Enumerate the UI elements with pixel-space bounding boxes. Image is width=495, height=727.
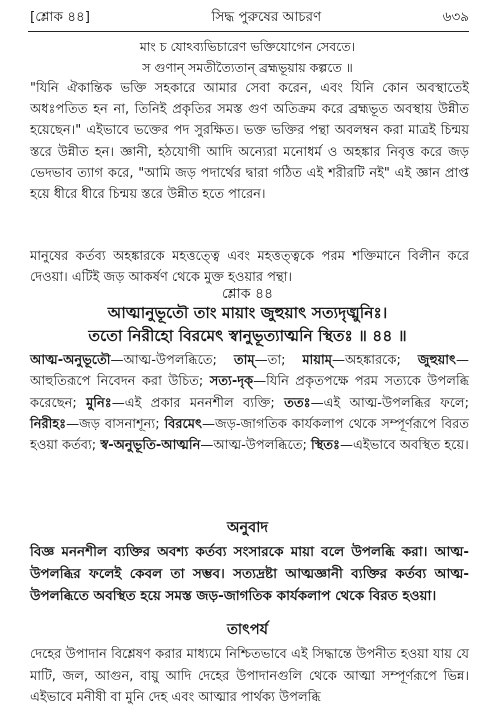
synonym-meaning: আহুতিরূপে নিবেদন করা উচিত;	[30, 374, 204, 390]
purport-title: তাৎপর্য	[226, 622, 269, 638]
synonym-word: নিরীহঃ	[30, 416, 67, 432]
synonym-meaning: জড় বাসনাশূন্য;	[79, 416, 160, 432]
synonym-word: স্থিতঃ	[310, 438, 340, 454]
purport-text: দেহের উপাদান বিশ্লেষণ করার মাধ্যমে নিশ্চিতভাবে এই সিদ্ধান্তে উপনীত হওয়া যায় যে মাটি, জল, আগুন, বায়ু আদি দেহের উপাদানগুলি থেকে আত্মা সম্পূর্ণরূপে ভিন্ন। এইভাবে মনীষী বা মুনি দেহ এবং আত্মার পার্থক্য উপলব্ধি	[30, 647, 469, 705]
synonym-meaning: আত্ম-উপলব্ধিতে;	[213, 438, 307, 454]
verse-line-1: আত্মানুভূতৌ তাং মায়াং জুহুয়াৎ সত্যদৃঙ্মুনিঃ।	[107, 304, 388, 322]
verse-reference: [শ্লোক ৪৪]	[30, 8, 90, 25]
paragraph-1: "যিনি ঐকান্তিক ভক্তি সহকারে আমার সেবা করেন, এবং যিনি কোন অবস্থাতেই অধঃপতিত হন না, তিনিই প্রকৃতির সমস্ত গুণ অতিক্রম করে ব্রহ্মভূত অবস্থায় উন্নীত হয়েছেন।" এইভাবে ভক্তের পদ সুরক্ষিত। ভক্ত ভক্তির পন্থা অবলম্বন করা মাত্রই চিন্ময় স্তরে উন্নীত হন। জ্ঞানী, হঠযোগী আদি অন্যেরা মনোধর্ম ও অহঙ্কার নিবৃত্ত করে জড় ভেদভাব ত্যাগ করে, "আমি জড় পদার্থের দ্বারা গঠিত এই শরীরটি নই" এই জ্ঞান প্রাপ্ত হয়ে ধীরে ধীরে চিন্ময় স্তরে উন্নীত হতে পারেন।	[30, 81, 469, 203]
synonym-meaning: এই প্রকার মননশীল ব্যক্তি;	[124, 395, 275, 411]
quoted-sloka-line-1: মাং চ যোঽব্যভিচারেণ ভক্তিযোগেন সেবতে।	[139, 39, 356, 54]
verse-text	[0, 302, 495, 348]
synonym-word: জুহুয়াৎ	[417, 353, 457, 368]
synonym-meaning: যিনি প্রকৃতপক্ষে পরম সত্যকে উপলব্ধি করেছেন;	[30, 374, 469, 411]
synonym-meaning: এই আত্ম-উপলব্ধির ফলে;	[323, 395, 469, 411]
synonym-meaning: তা;	[267, 353, 286, 368]
synonym-meaning: এইভাবে অবস্থিত হয়ে।	[353, 438, 469, 454]
page-header	[30, 6, 469, 28]
quoted-sloka	[0, 36, 495, 78]
synonym-word: স্ব-অনুভূতি-আত্মনি	[100, 438, 201, 454]
verse-heading: শ্লোক ৪৪	[221, 286, 274, 302]
header-rule	[28, 31, 469, 32]
synonym-meaning: জড়-জাগতিক কার্যকলাপ থেকে সম্পূর্ণরূপে বিরত হওয়া কর্তব্য;	[30, 416, 469, 454]
page-number: ৬৩৯	[442, 8, 469, 25]
synonym-word: আত্ম-অনুভূতৌ	[30, 353, 111, 368]
synonyms: আত্ম-অনুভূতৌ—আত্ম-উপলব্ধিতে; তাম্—তা; মায়াম্—অহঙ্কারকে; জুহুয়াৎ—আহুতিরূপে নিবেদন করা উচিত; সত্য-দৃক্—যিনি প্রকৃতপক্ষে পরম সত্যকে উপলব্ধি করেছেন; মুনিঃ—এই প্রকার মননশীল ব্যক্তি; ততঃ—এই আত্ম-উপলব্ধির ফলে; নিরীহঃ—জড় বাসনাশূন্য; বিরমেৎ—জড়-জাগতিক কার্যকলাপ থেকে সম্পূর্ণরূপে বিরত হওয়া কর্তব্য; স্ব-অনুভূতি-আত্মনি—আত্ম-উপলব্ধিতে; স্থিতঃ—এইভাবে অবস্থিত হয়ে।	[30, 353, 470, 454]
synonym-meaning: অহঙ্কারকে;	[344, 353, 401, 368]
paragraph-2: মানুষের কর্তব্য অহঙ্কারকে মহত্তত্ত্বে এবং মহত্তত্ত্বকে পরম শক্তিমানে বিলীন করে দেওয়া। এটিই জড় আকর্ষণ থেকে মুক্ত হওয়ার পন্থা।	[30, 249, 469, 286]
quoted-sloka-line-2: স গুণান্ সমতীত্যৈতান্ ব্রহ্মভূয়ায় কল্পতে ॥	[142, 60, 353, 75]
synonym-word: মায়াম্	[302, 353, 332, 368]
chapter-title: সিদ্ধ পুরুষের আচরণ	[211, 8, 322, 25]
verse-line-2: ততো নিরীহো বিরমেৎ স্বানুভূত্যাত্মনি স্থিতঃ ॥ ৪৪ ॥	[88, 327, 407, 345]
translation-title: অনুবাদ	[226, 520, 269, 536]
synonym-word: ততঃ	[284, 395, 311, 411]
translation-text: বিজ্ঞ মননশীল ব্যক্তির অবশ্য কর্তব্য সংসারকে মায়া বলে উপলব্ধি করা। আত্ম-উপলব্ধির ফলেই কেবল তা সম্ভব। সত্যদ্রষ্টা আত্মজ্ঞানী ব্যক্তির কর্তব্য আত্ম-উপলব্ধিতে অবস্থিত হয়ে সমস্ত জড়-জাগতিক কার্যকলাপ থেকে বিরত হওয়া।	[30, 544, 469, 604]
synonym-word: মুনিঃ	[86, 395, 112, 411]
synonym-word: বিরমেৎ	[164, 416, 202, 432]
synonym-word: সত্য-দৃক্	[209, 374, 254, 390]
synonym-meaning: আত্ম-উপলব্ধিতে;	[123, 353, 217, 368]
synonym-word: তাম্	[233, 353, 255, 368]
